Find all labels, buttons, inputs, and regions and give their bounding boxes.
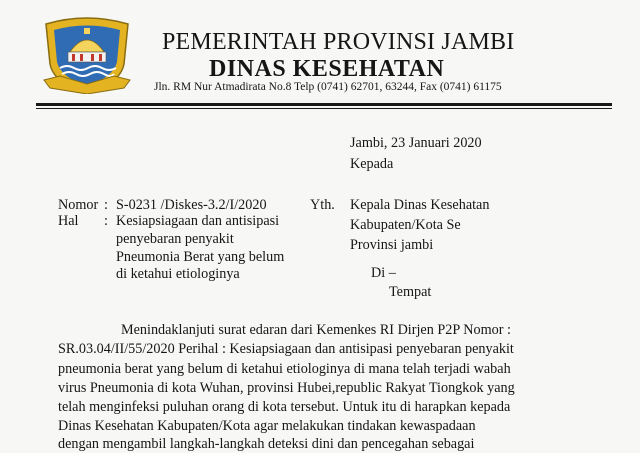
paragraph-line: dengan mengambil langkah-langkah deteksi dini dan pencegahan sebagai xyxy=(58,436,475,452)
letterhead-rule-thick xyxy=(36,103,612,106)
paragraph-line: Menindaklanjuti surat edaran dari Kemenkes RI Dirjen P2P Nomor : xyxy=(121,322,511,338)
hal-colon: : xyxy=(104,213,108,229)
nomor-label: Nomor xyxy=(58,197,99,213)
paragraph-line: virus Pneumonia di kota Wuhan, provinsi Hubei,republic Rakyat Tiongkok yang xyxy=(58,380,515,396)
hal-line: penyebaran penyakit xyxy=(116,231,234,247)
letterhead-rule-thin xyxy=(36,108,612,109)
nomor-colon: : xyxy=(104,197,108,213)
recipient-line: Provinsi jambi xyxy=(350,237,434,253)
nomor-value: S-0231 /Diskes-3.2/I/2020 xyxy=(116,197,267,213)
kepada-label: Kepada xyxy=(350,156,394,172)
paragraph-line: Dinas Kesehatan Kabupaten/Kota agar melakukan tindakan kewaspadaan xyxy=(58,418,476,434)
hal-line: Pneumonia Berat yang belum xyxy=(116,249,285,265)
jambi-province-emblem xyxy=(40,14,134,94)
letterhead-address: Jln. RM Nur Atmadirata No.8 Telp (0741) 62701, 63244, Fax (0741) 61175 xyxy=(154,81,502,93)
hal-label: Hal xyxy=(58,213,79,229)
recipient-line: Kepala Dinas Kesehatan xyxy=(350,197,490,213)
yth-label: Yth. xyxy=(310,197,335,213)
hal-line: di ketahui etiologinya xyxy=(116,266,240,282)
letterhead-government-name: PEMERINTAH PROVINSI JAMBI xyxy=(162,29,515,55)
paragraph-line: telah menginfeksi puluhan orang di kota tersebut. Untuk itu di harapkan kepada xyxy=(58,399,511,415)
paragraph-line: pneumonia berat yang belum di ketahui etiologinya di mana telah terjadi wabah xyxy=(58,361,511,377)
tempat-line: Tempat xyxy=(389,284,432,300)
di-line: Di – xyxy=(371,265,396,281)
letter-date: Jambi, 23 Januari 2020 xyxy=(350,135,482,151)
letterhead-department-name: DINAS KESEHATAN xyxy=(209,56,445,82)
recipient-line: Kabupaten/Kota Se xyxy=(350,217,461,233)
hal-line: Kesiapsiagaan dan antisipasi xyxy=(116,213,280,229)
paragraph-line: SR.03.04/II/55/2020 Perihal : Kesiapsiagaan dan antisipasi penyebaran penyakit xyxy=(58,341,514,357)
